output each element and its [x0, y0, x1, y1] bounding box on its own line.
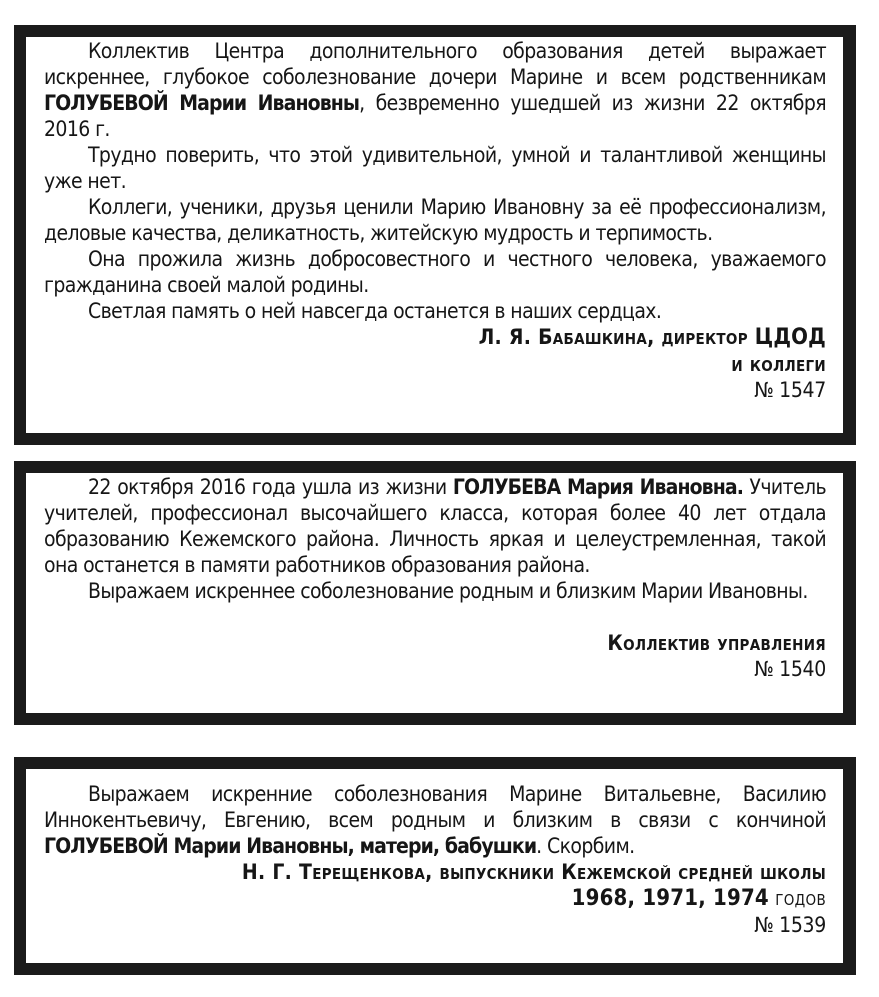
paragraph — [44, 142, 826, 194]
notice-body — [26, 769, 843, 963]
text: , безвременно ушедшей из жизни 22 октября 2016 г. — [44, 91, 826, 141]
text: Учитель учителей, профессионал высочайшего класса, которая более 40 лет отдала образованию Кежемского района. Личность яркая и целеустремленная, такой она останется в памяти работников образования района. — [44, 475, 827, 577]
condolence-notice-1 — [14, 25, 856, 445]
notice-body — [26, 473, 843, 713]
text: Светлая память о ней навсегда останется в наших сердцах. — [88, 299, 662, 323]
paragraph — [44, 38, 826, 142]
condolence-notice-2 — [14, 461, 856, 725]
notice-body — [26, 37, 843, 433]
condolence-notice-3 — [14, 757, 856, 975]
signature-org: ЦДОД — [754, 325, 826, 350]
text: Коллектив Центра дополнительного образования детей выражает искреннее, глубокое соболезнование дочери Марине и всем родственникам — [44, 39, 826, 89]
paragraph — [44, 194, 826, 246]
text: . Скорбим. — [536, 834, 635, 858]
notice-number: № 1540 — [754, 657, 826, 681]
signature — [44, 351, 826, 377]
paragraph — [44, 246, 826, 298]
signature — [44, 630, 826, 656]
paragraph — [44, 298, 826, 324]
graduation-years: 1968, 1971, 1974 — [571, 886, 769, 911]
signature-text: Н. Г. Терещенкова, выпускники Кежемской средней школы — [241, 860, 826, 884]
text: 22 октября 2016 года ушла из жизни — [88, 475, 453, 499]
deceased-name: ГОЛУБЕВОЙ Марии Ивановны, матери, бабушки — [44, 834, 537, 858]
paragraph — [44, 474, 826, 578]
signature-years — [44, 885, 826, 912]
text: Выражаем искренние соболезнования Марине Витальевне, Василию Иннокентьевичу, Евгению, всем родным и близким в связи с кончиной — [44, 782, 826, 832]
text: Коллеги, ученики, друзья ценили Марию Ивановну за её профессионализм, деловые качества, деликатность, житейскую мудрость и терпимость. — [44, 195, 826, 245]
signature-text: Коллектив управления — [607, 631, 826, 655]
signature — [44, 859, 826, 885]
signature-text: Л. Я. Бабашкина, директор — [478, 325, 755, 349]
deceased-name: ГОЛУБЕВА Мария Ивановна. — [452, 475, 744, 499]
notice-number: № 1547 — [754, 378, 826, 402]
paragraph — [44, 578, 826, 604]
text: Она прожила жизнь добросовестного и честного человека, уважаемого гражданина своей малой родины. — [44, 247, 826, 297]
signature-text: и коллеги — [731, 352, 826, 376]
signature — [44, 324, 826, 351]
text: Трудно поверить, что этой удивительной, умной и талантливой женщины уже нет. — [44, 143, 826, 193]
notice-number: № 1539 — [754, 913, 826, 937]
signature-text: годов — [768, 886, 826, 910]
deceased-name: ГОЛУБЕВОЙ Марии Ивановны — [44, 91, 360, 115]
text: Выражаем искреннее соболезнование родным и близким Марии Ивановны. — [88, 579, 808, 603]
paragraph — [44, 781, 826, 859]
